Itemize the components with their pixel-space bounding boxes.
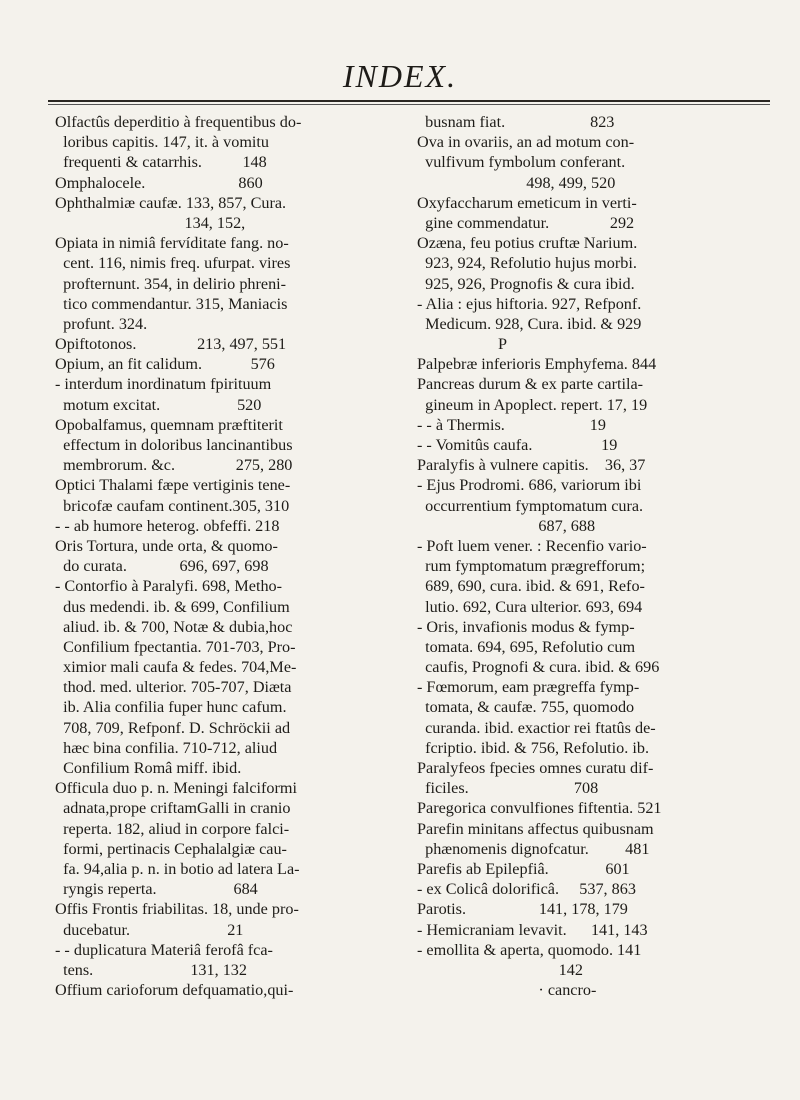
- index-entry-line: 142: [417, 960, 583, 979]
- index-entry-line: fcriptio. ibid. & 756, Refolutio. ib.: [417, 738, 649, 757]
- index-entry-line: profternunt. 354, in delirio phreni-: [55, 274, 287, 293]
- index-entry-line: loribus capitis. 147, it. à vomitu: [55, 133, 270, 152]
- index-entry-line: caufis, Prognofi & cura. ibid. & 696: [417, 658, 660, 677]
- index-entry-line: P: [417, 335, 507, 354]
- index-entry-line: - - ab humore heterog. obfeffi. 218: [55, 516, 280, 535]
- index-entry-line: gine commendatur. 292: [417, 213, 635, 232]
- index-entry-line: Offium carioforum defquamatio,qui-: [55, 981, 294, 1000]
- index-entry-line: Oris Tortura, unde orta, & quomo-: [55, 536, 278, 555]
- index-entry-line: gineum in Apoplect. repert. 17, 19: [417, 395, 648, 414]
- index-entry-line: frequenti & catarrhis. 148: [55, 153, 267, 172]
- index-entry-line: ryngis reperta. 684: [55, 880, 258, 899]
- index-entry-line: · cancro-: [417, 981, 597, 1000]
- index-entry-line: Ova in ovariis, an ad motum con-: [417, 133, 635, 152]
- index-entry-line: Palpebræ inferioris Emphyfema. 844: [417, 355, 657, 374]
- left-index-column: [55, 112, 397, 1000]
- index-entry-line: do curata. 696, 697, 698: [55, 557, 269, 576]
- index-entry-line: vulfivum fymbolum conferant.: [417, 153, 626, 172]
- index-entry-line: rum fymptomatum prægrefforum;: [417, 557, 646, 576]
- index-entry-line: hæc bina confilia. 710-712, aliud: [55, 738, 278, 757]
- index-entry-line: curanda. ibid. exactior rei ftatûs de-: [417, 718, 656, 737]
- index-entry-line: - interdum inordinatum fpirituum: [55, 375, 272, 394]
- index-entry-line: cent. 116, nimis freq. ufurpat. vires: [55, 254, 291, 273]
- index-entry-line: tens. 131, 132: [55, 960, 247, 979]
- index-entry-line: Paregorica convulfiones fiftentia. 521: [417, 799, 662, 818]
- index-entry-line: lutio. 692, Cura ulterior. 693, 694: [417, 597, 643, 616]
- index-entry-line: 708, 709, Refponf. D. Schröckii ad: [55, 718, 291, 737]
- index-entry-line: Pancreas durum & ex parte cartila-: [417, 375, 644, 394]
- right-index-column: [417, 112, 759, 1000]
- index-entry-line: Parefis ab Epilepfiâ. 601: [417, 859, 630, 878]
- index-entry-line: adnata,prope criftamGalli in cranio: [55, 799, 291, 818]
- index-entry-line: Opobalfamus, quemnam præftiterit: [55, 415, 283, 434]
- index-entry-line: Offis Frontis friabilitas. 18, unde pro-: [55, 900, 299, 919]
- index-entry-line: 134, 152,: [55, 213, 246, 232]
- index-entry-line: - - Vomitûs caufa. 19: [417, 436, 618, 454]
- index-entry-line: Parefin minitans affectus quibusnam: [417, 819, 654, 838]
- index-entry-line: 498, 499, 520: [417, 173, 616, 192]
- index-entry-line: 925, 926, Prognofis & cura ibid.: [417, 274, 635, 293]
- index-entry-line: motum excitat. 520: [55, 395, 262, 414]
- index-entry-line: - Fœmorum, eam prægreffa fymp-: [417, 678, 640, 697]
- index-entry-line: bricofæ caufam continent.305, 310: [55, 496, 290, 515]
- index-entry-line: Optici Thalami fæpe vertiginis tene-: [55, 476, 291, 495]
- index-entry-line: aliud. ib. & 700, Notæ & dubia,hoc: [55, 617, 293, 636]
- index-entry-line: Opium, an fit calidum. 576: [55, 355, 275, 374]
- index-entry-line: Confilium Româ miff. ibid.: [55, 759, 242, 777]
- index-entry-line: tico commendantur. 315, Maniacis: [55, 294, 288, 313]
- index-entry-line: - ex Colicâ dolorificâ. 537, 863: [417, 880, 636, 899]
- index-entry-line: busnam fiat. 823: [417, 113, 615, 131]
- index-entry-line: dus medendi. ib. & 699, Confilium: [55, 597, 290, 616]
- index-entry-line: ib. Alia confilia fuper hunc cafum.: [55, 698, 287, 717]
- header-rule-thick: [48, 100, 770, 102]
- index-entry-line: membrorum. &c. 275, 280: [55, 456, 293, 475]
- index-entry-line: - Oris, invafionis modus & fymp-: [417, 617, 635, 636]
- index-entry-line: Confilium fpectantia. 701-703, Pro-: [55, 637, 296, 656]
- index-entry-line: Medicum. 928, Cura. ibid. & 929: [417, 314, 642, 333]
- index-entry-line: Oxyfaccharum emeticum in verti-: [417, 193, 637, 212]
- index-entry-line: - Poft luem vener. : Recenfio vario-: [417, 536, 647, 555]
- index-entry-line: ducebatur. 21: [55, 920, 244, 939]
- index-entry-line: tomata, & caufæ. 755, quomodo: [417, 698, 635, 717]
- index-entry-line: - - duplicatura Materiâ ferofâ fca-: [55, 940, 273, 959]
- index-entry-line: ficiles. 708: [417, 779, 599, 798]
- index-entry-line: Ophthalmiæ caufæ. 133, 857, Cura.: [55, 193, 287, 212]
- index-entry-line: Ozæna, feu potius cruftæ Narium.: [417, 234, 638, 253]
- index-entry-line: - Ejus Prodromi. 686, variorum ibi: [417, 476, 642, 495]
- index-entry-line: - Alia : ejus hiftoria. 927, Refponf.: [417, 294, 642, 313]
- index-entry-line: profunt. 324.: [55, 314, 148, 333]
- index-entry-line: Olfactûs deperditio à frequentibus do-: [55, 113, 302, 131]
- index-entry-line: - - à Thermis. 19: [417, 415, 606, 434]
- index-entry-line: - Hemicraniam levavit. 141, 143: [417, 920, 648, 939]
- index-entry-line: Paralyfis à vulnere capitis. 36, 37: [417, 456, 646, 475]
- index-entry-line: tomata. 694, 695, Refolutio cum: [417, 637, 636, 656]
- index-entry-line: 687, 688: [417, 516, 596, 535]
- index-entry-line: ximior mali caufa & fedes. 704,Me-: [55, 658, 297, 677]
- index-entry-line: Paralyfeos fpecies omnes curatu dif-: [417, 759, 654, 777]
- index-entry-line: thod. med. ulterior. 705-707, Diæta: [55, 678, 292, 697]
- index-entry-line: reperta. 182, aliud in corpore falci-: [55, 819, 290, 838]
- index-entry-line: Officula duo p. n. Meningi falciformi: [55, 779, 298, 798]
- header-rule-thin: [48, 104, 770, 105]
- index-entry-line: formi, pertinacis Cephalalgiæ cau-: [55, 839, 287, 858]
- index-entry-line: - Contorfio à Paralyfi. 698, Metho-: [55, 577, 283, 596]
- index-entry-line: Opiftotonos. 213, 497, 551: [55, 335, 287, 354]
- index-entry-line: 923, 924, Refolutio hujus morbi.: [417, 254, 637, 273]
- page-header-title: INDEX.: [342, 58, 458, 94]
- index-entry-line: fa. 94,alia p. n. in botio ad latera La-: [55, 859, 300, 878]
- index-entry-line: Parotis. 141, 178, 179: [417, 900, 628, 919]
- index-entry-line: Opiata in nimiâ fervíditate fang. no-: [55, 234, 289, 253]
- index-entry-line: - emollita & aperta, quomodo. 141: [417, 940, 642, 959]
- index-entry-line: 689, 690, cura. ibid. & 691, Refo-: [417, 577, 645, 596]
- index-entry-line: effectum in doloribus lancinantibus: [55, 436, 293, 454]
- index-entry-line: phænomenis dignofcatur. 481: [417, 839, 650, 858]
- index-entry-line: occurrentium fymptomatum cura.: [417, 496, 644, 515]
- index-entry-line: Omphalocele. 860: [55, 173, 263, 192]
